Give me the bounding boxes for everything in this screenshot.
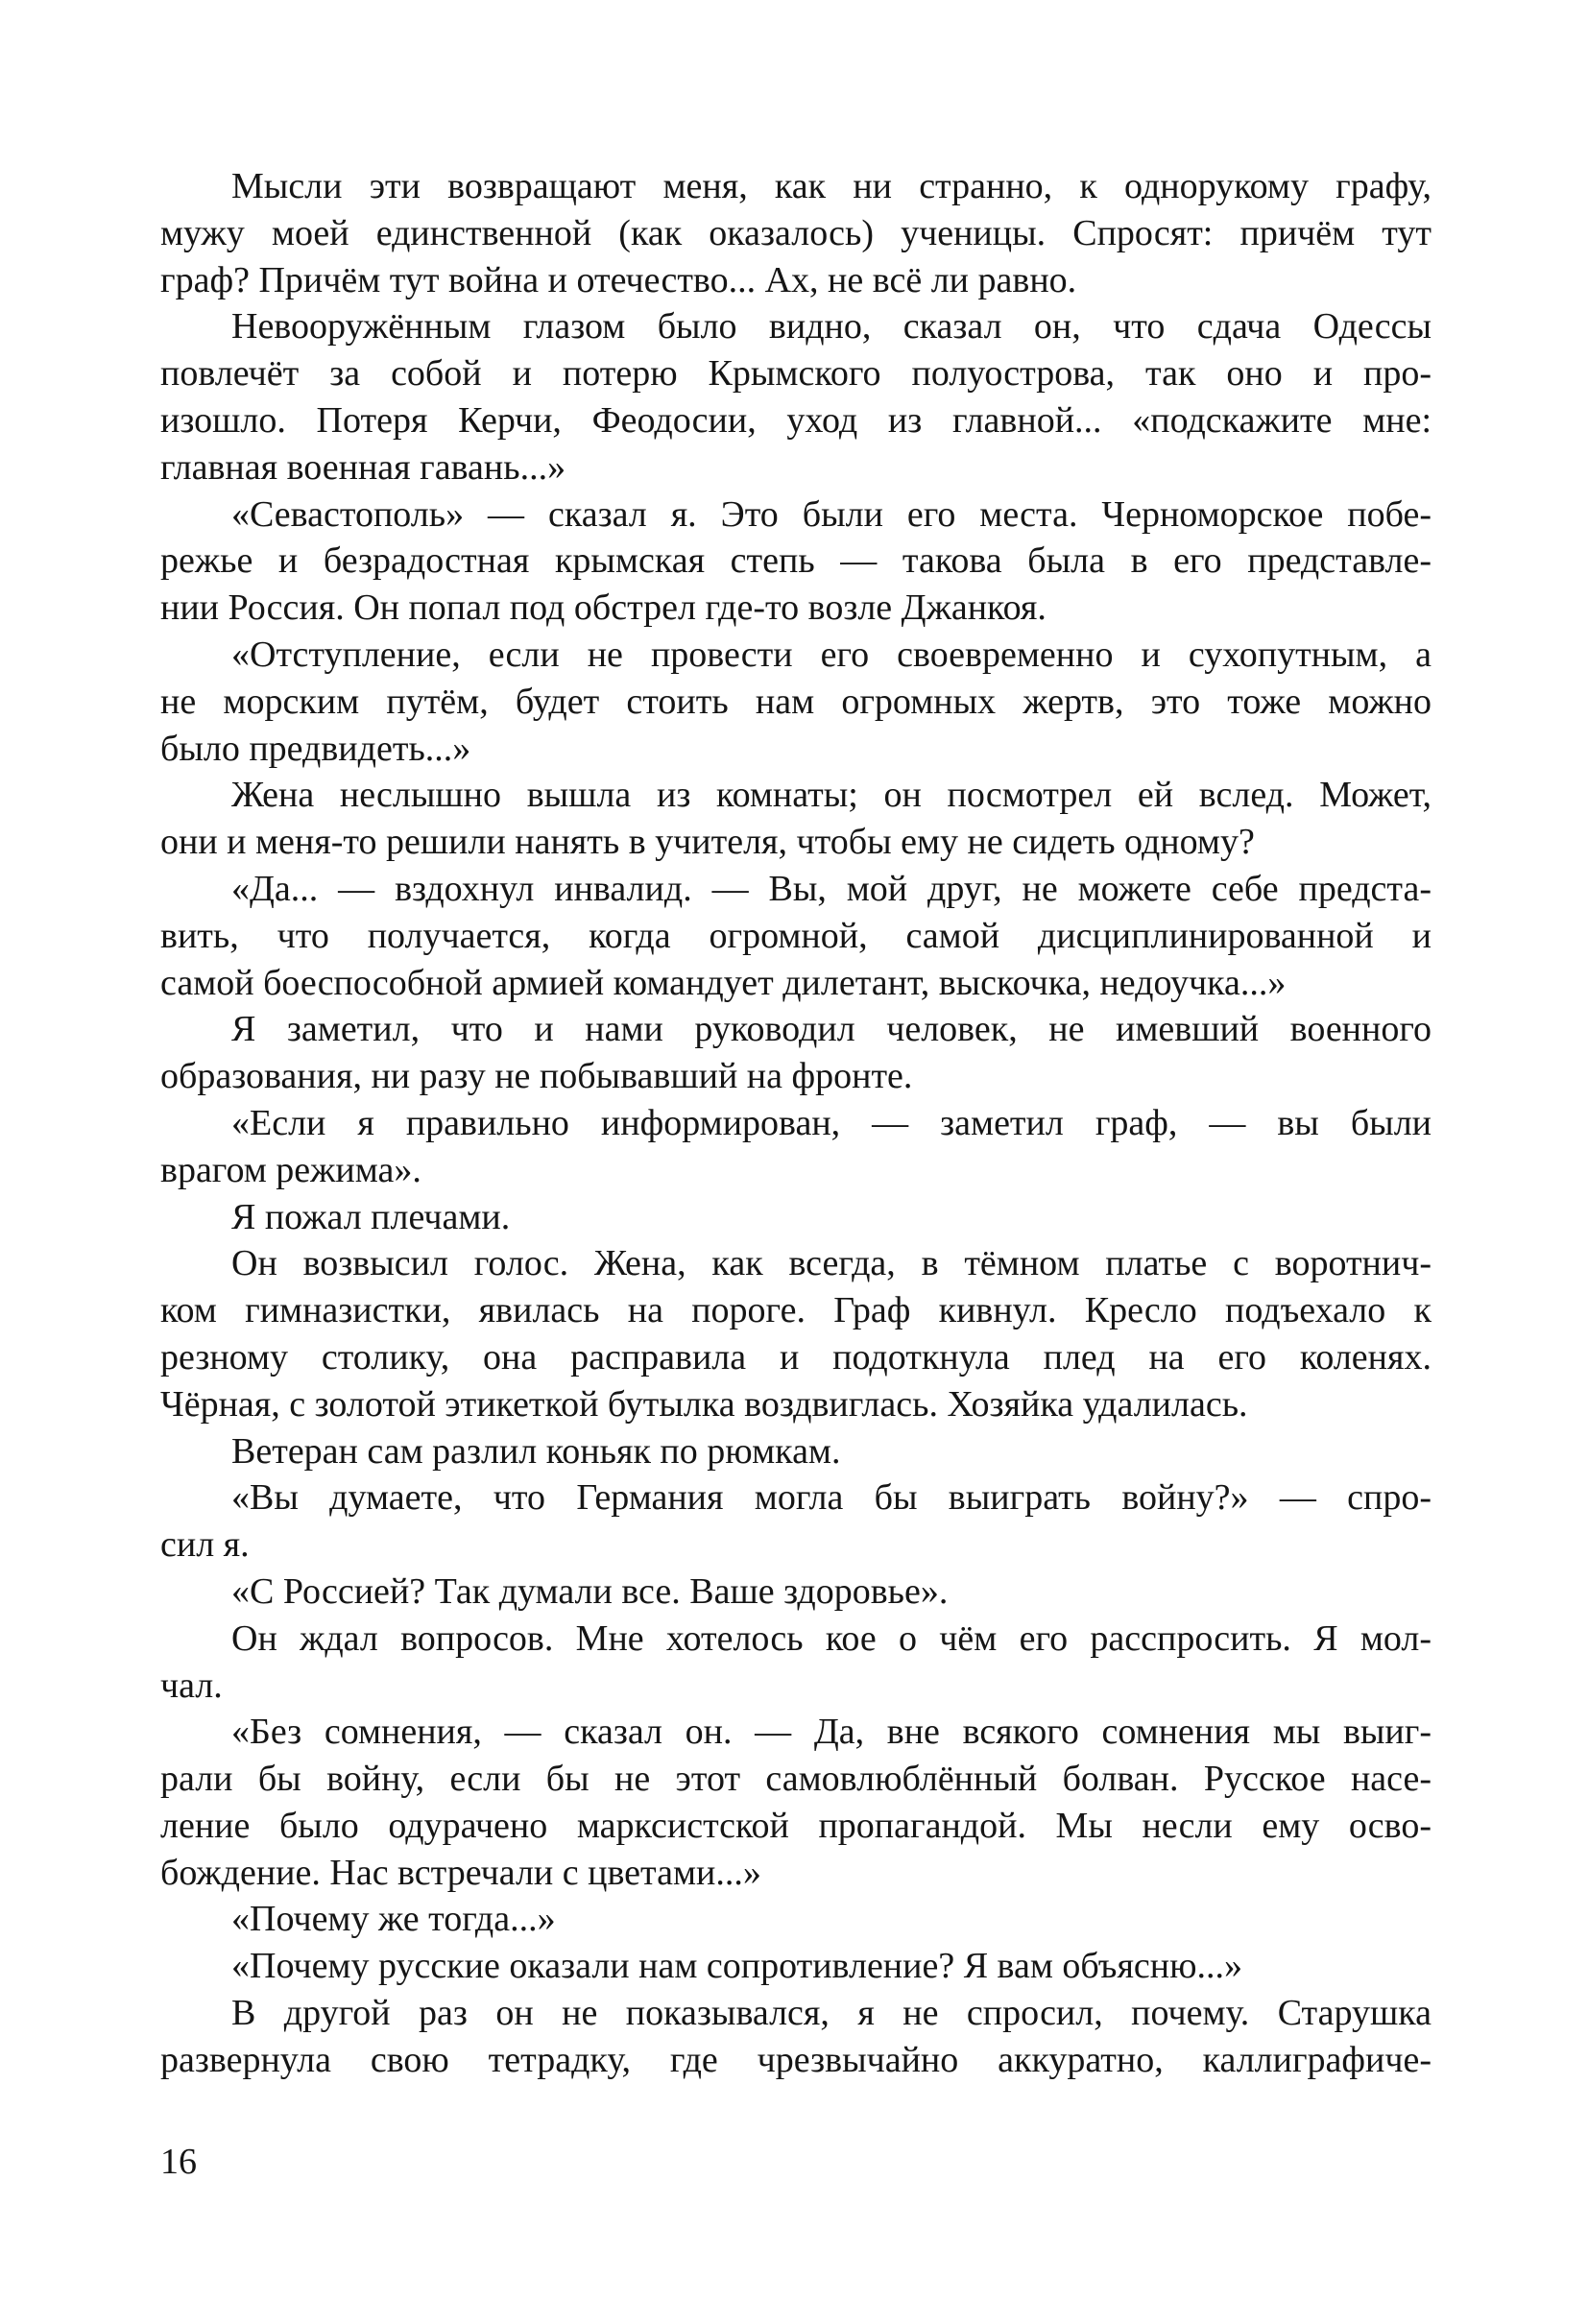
text-line: «С Россией? Так думали все. Ваше здоровье». xyxy=(231,1570,949,1612)
text-line: изошло. Потеря Керчи, Феодосии, уход из главной... «подскажите мне: xyxy=(160,399,1432,441)
paragraph xyxy=(160,1616,1432,1710)
paragraph xyxy=(160,1990,1432,2084)
text-line: повлечёт за собой и потерю Крымского полуострова, так оно и про- xyxy=(160,353,1432,395)
paragraph xyxy=(160,1896,1432,1943)
text-line: «Если я правильно информирован, — заметил граф, — вы были xyxy=(231,1102,1432,1143)
text-line: Он возвысил голос. Жена, как всегда, в тёмном платье с воротнич- xyxy=(231,1243,1432,1284)
text-line: главная военная гавань...» xyxy=(160,446,566,488)
text-line: вить, что получается, когда огромной, самой дисциплинированной и xyxy=(160,915,1432,956)
text-line: не морским путём, будет стоить нам огромных жертв, это тоже можно xyxy=(160,681,1432,722)
text-line: нии Россия. Он попал под обстрел где-то возле Джанкоя. xyxy=(160,587,1047,629)
text-line: самой боеспособной армией командует дилетант, выскочка, недоучка...» xyxy=(160,962,1287,1003)
paragraph xyxy=(160,1428,1432,1475)
text-line: «Отступление, если не провести его своевременно и сухопутным, а xyxy=(231,634,1432,675)
text-line: бождение. Нас встречали с цветами...» xyxy=(160,1852,761,1893)
text-line: образования, ни разу не побывавший на фронте. xyxy=(160,1056,913,1097)
text-line: граф? Причём тут война и отечество... Ах, не всё ли равно. xyxy=(160,259,1077,300)
text-line: «Почему же тогда...» xyxy=(231,1899,556,1940)
text-line: «Севастополь» — сказал я. Это были его места. Черноморское побе- xyxy=(231,493,1432,535)
paragraph xyxy=(160,1194,1432,1241)
text-line: было предвидеть...» xyxy=(160,728,471,769)
body-text xyxy=(160,163,1432,2084)
text-line: Невооружённым глазом было видно, сказал он, что сдача Одессы xyxy=(231,306,1432,347)
text-line: врагом режима». xyxy=(160,1149,421,1190)
paragraph xyxy=(160,1006,1432,1100)
text-line: ком гимназистки, явилась на пороге. Граф кивнул. Кресло подъехало к xyxy=(160,1290,1432,1331)
text-line: они и меня-то решили нанять в учителя, чтобы ему не сидеть одному? xyxy=(160,822,1255,863)
text-line: Он ждал вопросов. Мне хотелось кое о чём его расспросить. Я мол- xyxy=(231,1617,1432,1659)
text-line: чал. xyxy=(160,1665,223,1706)
paragraph xyxy=(160,772,1432,866)
text-line: рали бы войну, если бы не этот самовлюблённый болван. Русское насе- xyxy=(160,1759,1432,1800)
text-line: мужу моей единственной (как оказалось) ученицы. Спросят: причём тут xyxy=(160,212,1432,253)
text-line: Я заметил, что и нами руководил человек, не имевший военного xyxy=(231,1009,1432,1050)
text-line: ление было одурачено марксистской пропагандой. Мы несли ему осво- xyxy=(160,1805,1432,1846)
paragraph xyxy=(160,1709,1432,1896)
paragraph xyxy=(160,1569,1432,1616)
text-line: Ветеран сам разлил коньяк по рюмкам. xyxy=(231,1430,841,1472)
paragraph xyxy=(160,1240,1432,1427)
text-line: режье и безрадостная крымская степь — такова была в его представле- xyxy=(160,540,1432,582)
text-line: В другой раз он не показывался, я не спросил, почему. Старушка xyxy=(231,1993,1432,2034)
paragraph xyxy=(160,1100,1432,1194)
text-line: «Без сомнения, — сказал он. — Да, вне всякого сомнения мы выиг- xyxy=(231,1712,1432,1753)
text-line: Мысли эти возвращают меня, как ни странно, к однорукому графу, xyxy=(231,166,1432,206)
text-line: «Почему русские оказали нам сопротивление? Я вам объясню...» xyxy=(231,1946,1243,1987)
paragraph xyxy=(160,632,1432,772)
text-line: Я пожал плечами. xyxy=(231,1196,511,1237)
paragraph xyxy=(160,491,1432,632)
text-line: «Вы думаете, что Германия могла бы выиграть войну?» — спро- xyxy=(231,1477,1432,1519)
paragraph xyxy=(160,163,1432,303)
text-line: «Да... — вздохнул инвалид. — Вы, мой друг, не можете себе предста- xyxy=(231,868,1432,909)
text-line: Жена неслышно вышла из комнаты; он посмотрел ей вслед. Может, xyxy=(231,775,1432,816)
page-number: 16 xyxy=(160,2142,197,2182)
text-line: развернула свою тетрадку, где чрезвычайно аккуратно, каллиграфиче- xyxy=(160,2039,1432,2080)
text-line: резному столику, она расправила и подоткнула плед на его коленях. xyxy=(160,1336,1432,1378)
text-line: Чёрная, с золотой этикеткой бутылка воздвиглась. Хозяйка удалилась. xyxy=(160,1383,1248,1425)
paragraph xyxy=(160,1943,1432,1990)
paragraph xyxy=(160,866,1432,1006)
text-line: сил я. xyxy=(160,1524,250,1566)
paragraph xyxy=(160,1474,1432,1569)
paragraph xyxy=(160,303,1432,491)
